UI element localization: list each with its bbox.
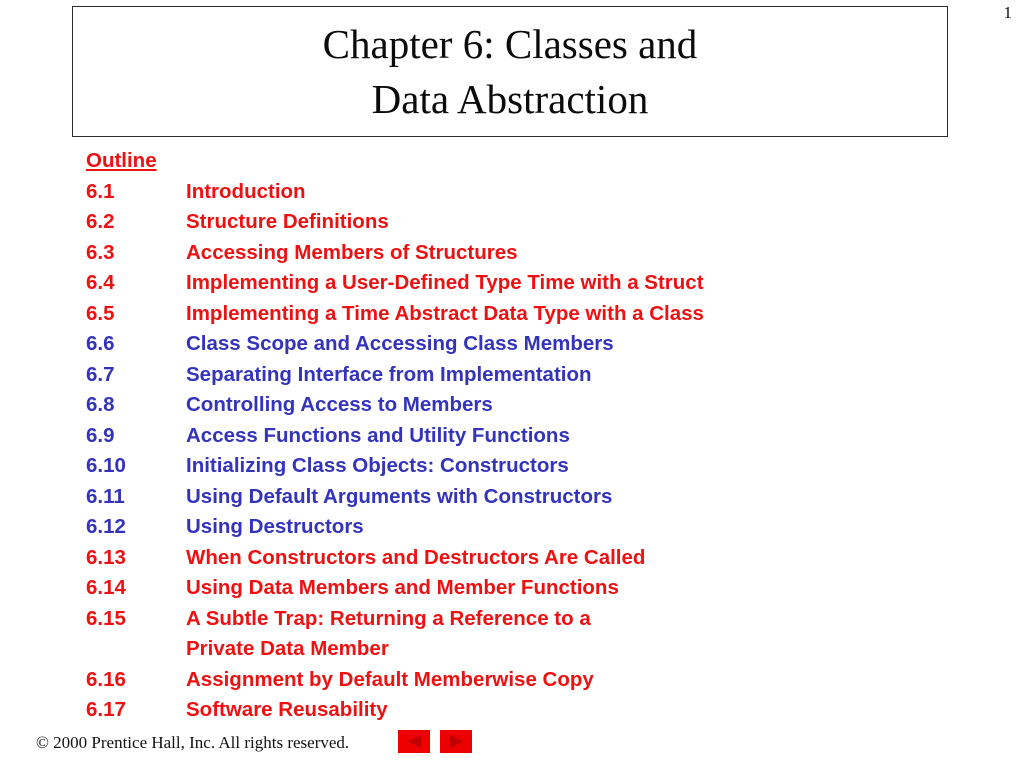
slide-footer <box>36 730 1024 760</box>
outline-item-label: Controlling Access to Members <box>186 393 493 416</box>
outline-item-label: When Constructors and Destructors Are Called <box>186 545 646 569</box>
outline-item <box>86 573 986 604</box>
outline-item <box>86 695 986 726</box>
outline-item-label: Using Default Arguments with Constructors <box>186 484 613 508</box>
outline-item-label: Class Scope and Accessing Class Members <box>186 332 614 355</box>
outline-list <box>86 177 986 726</box>
outline-item <box>86 360 986 391</box>
next-slide-button[interactable] <box>440 730 472 753</box>
outline-item-label: Implementing a User-Defined Type Time with a Struct <box>186 271 704 294</box>
outline-item-number: 6.17 <box>86 698 126 721</box>
outline-item-label: Implementing a Time Abstract Data Type with a Class <box>186 301 704 325</box>
outline-item-label: Using Destructors <box>186 515 364 538</box>
outline-item <box>86 207 986 238</box>
slide-title-line-1: Chapter 6: Classes and <box>322 20 698 67</box>
outline-item-number: 6.4 <box>86 271 115 294</box>
outline-item <box>86 329 986 360</box>
outline-item <box>86 268 986 299</box>
outline-item <box>86 482 986 513</box>
outline-item <box>86 634 986 665</box>
outline-item-number: 6.7 <box>86 362 115 386</box>
outline-item-label: Introduction <box>186 179 306 203</box>
outline-item-number: 6.13 <box>86 545 126 569</box>
outline-item-number: 6.10 <box>86 454 126 477</box>
outline-item-number: 6.2 <box>86 210 115 233</box>
outline-item-label: Using Data Members and Member Functions <box>186 576 619 599</box>
outline-item <box>86 299 986 330</box>
outline-heading: Outline <box>86 149 157 172</box>
slide-title-line-2: Data Abstraction <box>371 75 649 122</box>
outline-item-number: 6.15 <box>86 606 126 630</box>
outline-item-number: 6.3 <box>86 240 115 264</box>
slide-number: 1 <box>1003 3 1012 22</box>
outline-item-number: 6.11 <box>86 484 125 508</box>
outline-item <box>86 390 986 421</box>
outline-item-label: Assignment by Default Memberwise Copy <box>186 667 594 691</box>
outline-item <box>86 604 986 635</box>
outline-item-label: Software Reusability <box>186 698 388 721</box>
slide-title-box <box>72 6 948 137</box>
outline-item-label: Access Functions and Utility Functions <box>186 423 570 447</box>
outline-section <box>86 146 986 726</box>
outline-item <box>86 421 986 452</box>
outline-item-number: 6.6 <box>86 332 115 355</box>
outline-item <box>86 238 986 269</box>
outline-item-label: Accessing Members of Structures <box>186 240 518 264</box>
outline-item-number: 6.14 <box>86 576 126 599</box>
outline-item-number: 6.8 <box>86 393 115 416</box>
copyright-notice: © 2000 Prentice Hall, Inc. All rights reserved. <box>36 733 350 752</box>
outline-item-number: 6.5 <box>86 301 115 325</box>
outline-item <box>86 665 986 696</box>
outline-item <box>86 177 986 208</box>
outline-item <box>86 543 986 574</box>
slide-navigation <box>398 730 472 753</box>
triangle-left-icon <box>406 734 423 749</box>
outline-item-number: 6.16 <box>86 667 126 691</box>
outline-item <box>86 451 986 482</box>
previous-slide-button[interactable] <box>398 730 430 753</box>
outline-item-label: Private Data Member <box>186 637 389 660</box>
outline-item-label: Structure Definitions <box>186 210 389 233</box>
outline-item-label: A Subtle Trap: Returning a Reference to a <box>186 606 591 630</box>
outline-item-number: 6.1 <box>86 179 115 203</box>
outline-item-label: Separating Interface from Implementation <box>186 362 592 386</box>
outline-item-number: 6.12 <box>86 515 126 538</box>
outline-item <box>86 512 986 543</box>
outline-item-number: 6.9 <box>86 423 115 447</box>
triangle-right-icon <box>448 734 465 749</box>
outline-item-label: Initializing Class Objects: Constructors <box>186 454 569 477</box>
